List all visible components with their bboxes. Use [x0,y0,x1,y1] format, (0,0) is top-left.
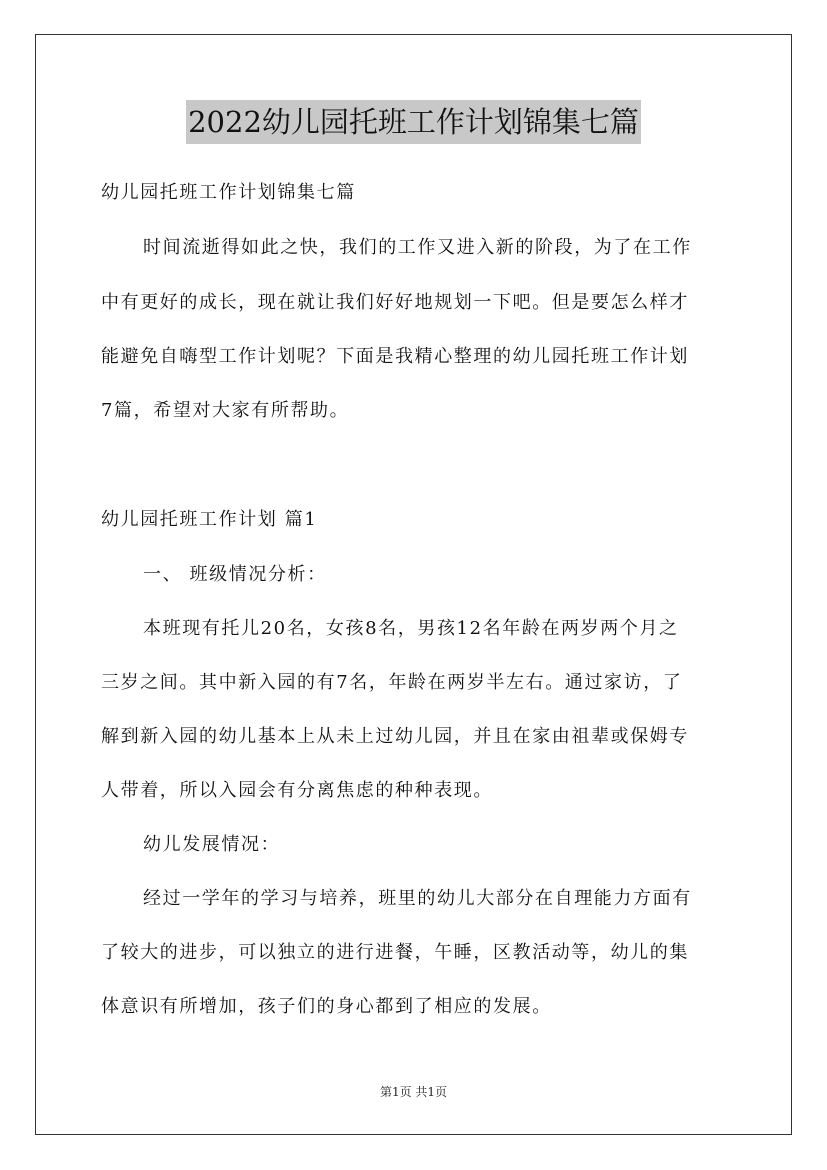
para1-line-1: 本班现有托儿20名，女孩8名，男孩12名年龄在两岁两个月之 [143,618,679,639]
page-footer: 第1页 共1页 [379,1085,448,1099]
para2-line-1: 经过一学年的学习与培养，班里的幼儿大部分在自理能力方面有 [143,888,692,909]
para1-line-2: 三岁之间。其中新入园的有7名，年龄在两岁半左右。通过家访，了 [101,672,683,693]
subheading-class-analysis: 一、 班级情况分析： [143,564,327,585]
para2-line-3: 体意识有所增加，孩子们的身心都到了相应的发展。 [101,996,552,1017]
intro-line-3: 能避免自嗨型工作计划呢？下面是我精心整理的幼儿园托班工作计划 [101,346,689,367]
intro-line-1: 时间流逝得如此之快，我们的工作又进入新的阶段，为了在工作 [143,237,692,258]
document-title: 2022幼儿园托班工作计划锦集七篇 [186,100,641,144]
document-subtitle: 幼儿园托班工作计划锦集七篇 [101,182,356,203]
intro-line-4: 7篇，希望对大家有所帮助。 [101,400,350,421]
title-wrap [0,100,827,144]
section-heading: 幼儿园托班工作计划 篇1 [101,509,318,530]
subheading-development: 幼儿发展情况： [143,834,281,855]
para1-line-3: 解到新入园的幼儿基本上从未上过幼儿园，并且在家由祖辈或保姆专 [101,726,689,747]
para1-line-4: 人带着，所以入园会有分离焦虑的种种表现。 [101,780,493,801]
para2-line-2: 了较大的进步，可以独立的进行进餐，午睡，区教活动等，幼儿的集 [101,942,689,963]
intro-line-2: 中有更好的成长，现在就让我们好好地规划一下吧。但是要怎么样才 [101,292,689,313]
